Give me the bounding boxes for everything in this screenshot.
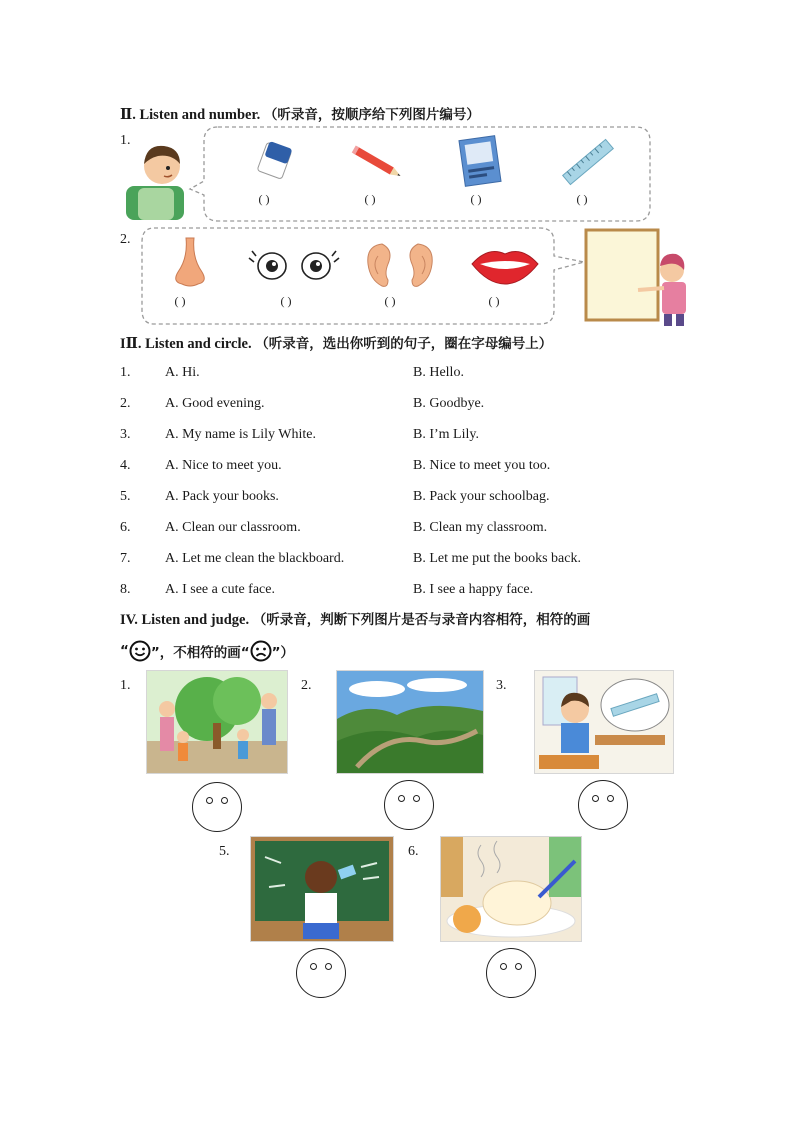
- sad-face-icon: [250, 640, 272, 662]
- section2-heading-cn: （听录音，按顺序给下列图片编号）: [263, 107, 480, 123]
- option-b[interactable]: B. I’m Lily.: [413, 427, 479, 442]
- teacher-board-illustration: [582, 226, 694, 328]
- option-a[interactable]: A. Clean our classroom.: [165, 520, 301, 535]
- picture-number: 2.: [301, 678, 312, 693]
- section4-heading: [120, 608, 590, 629]
- list-item: 7.: [120, 551, 131, 566]
- answer-blank[interactable]: ( ): [384, 294, 396, 308]
- section4-heading-cn: （听录音，判断下列图片是否与录音内容相符，相符的画: [252, 612, 591, 628]
- option-a[interactable]: A. My name is Lily White.: [165, 427, 316, 442]
- answer-blank[interactable]: ( ): [258, 192, 270, 206]
- option-b[interactable]: B. Goodbye.: [413, 396, 485, 411]
- option-b[interactable]: B. Clean my classroom.: [413, 520, 548, 535]
- option-a[interactable]: A. Let me clean the blackboard.: [165, 551, 345, 566]
- judge-face[interactable]: [578, 780, 628, 830]
- list-item: 5.: [120, 489, 131, 504]
- picture-number: 3.: [496, 678, 507, 693]
- list-item: 3.: [120, 427, 131, 442]
- boy-illustration: [124, 138, 192, 222]
- nose-icon: [170, 236, 210, 290]
- family-park-picture: [146, 670, 288, 774]
- section2-heading: [120, 103, 480, 124]
- q2-number: 2.: [120, 232, 131, 247]
- picture-number: 5.: [219, 844, 230, 859]
- smiley-face-icon: [129, 640, 151, 662]
- pencil-icon: [348, 144, 408, 182]
- list-item: 1.: [120, 365, 131, 380]
- ears-icon: [364, 240, 436, 290]
- list-item: 2.: [120, 396, 131, 411]
- girl-cleaning-blackboard-picture: [250, 836, 394, 942]
- book-icon: [456, 134, 504, 188]
- option-b[interactable]: B. Nice to meet you too.: [413, 458, 551, 473]
- section4-heading-en: IV. Listen and judge.: [120, 612, 250, 628]
- judge-face[interactable]: [296, 948, 346, 998]
- section3-heading-cn: （听录音，选出你听到的句子，圈在字母编号上）: [255, 336, 553, 352]
- option-a[interactable]: A. Hi.: [165, 365, 200, 380]
- picture-number: 6.: [408, 844, 419, 859]
- answer-blank[interactable]: ( ): [488, 294, 500, 308]
- answer-blank[interactable]: ( ): [174, 294, 186, 308]
- section3-heading: [120, 332, 552, 353]
- option-b[interactable]: B. I see a happy face.: [413, 582, 534, 597]
- option-b[interactable]: B. Pack your schoolbag.: [413, 489, 550, 504]
- judge-face[interactable]: [384, 780, 434, 830]
- option-a[interactable]: A. Pack your books.: [165, 489, 279, 504]
- eyes-icon: [248, 246, 340, 284]
- option-a[interactable]: A. I see a cute face.: [165, 582, 275, 597]
- boy-thinking-ruler-picture: [534, 670, 674, 774]
- list-item: 6.: [120, 520, 131, 535]
- option-b[interactable]: B. Let me put the books back.: [413, 551, 581, 566]
- judge-face[interactable]: [192, 782, 242, 832]
- option-a[interactable]: A. Good evening.: [165, 396, 265, 411]
- list-item: 8.: [120, 582, 131, 597]
- great-wall-picture: [336, 670, 484, 774]
- hedgehog-bun-picture: [440, 836, 582, 942]
- mouth-icon: [470, 244, 540, 286]
- answer-blank[interactable]: ( ): [280, 294, 292, 308]
- option-b[interactable]: B. Hello.: [413, 365, 464, 380]
- eraser-icon: [255, 140, 295, 184]
- section3-heading-en: IⅡ. Listen and circle.: [120, 336, 252, 352]
- section4-heading-line2: “ ”，不相符的画“ ”）: [120, 640, 294, 662]
- section2-heading-en: Ⅱ. Listen and number.: [120, 107, 261, 123]
- q1-number: 1.: [120, 133, 131, 148]
- option-a[interactable]: A. Nice to meet you.: [165, 458, 282, 473]
- ruler-icon: [558, 136, 618, 188]
- answer-blank[interactable]: ( ): [576, 192, 588, 206]
- picture-number: 1.: [120, 678, 131, 693]
- answer-blank[interactable]: ( ): [364, 192, 376, 206]
- judge-face[interactable]: [486, 948, 536, 998]
- list-item: 4.: [120, 458, 131, 473]
- answer-blank[interactable]: ( ): [470, 192, 482, 206]
